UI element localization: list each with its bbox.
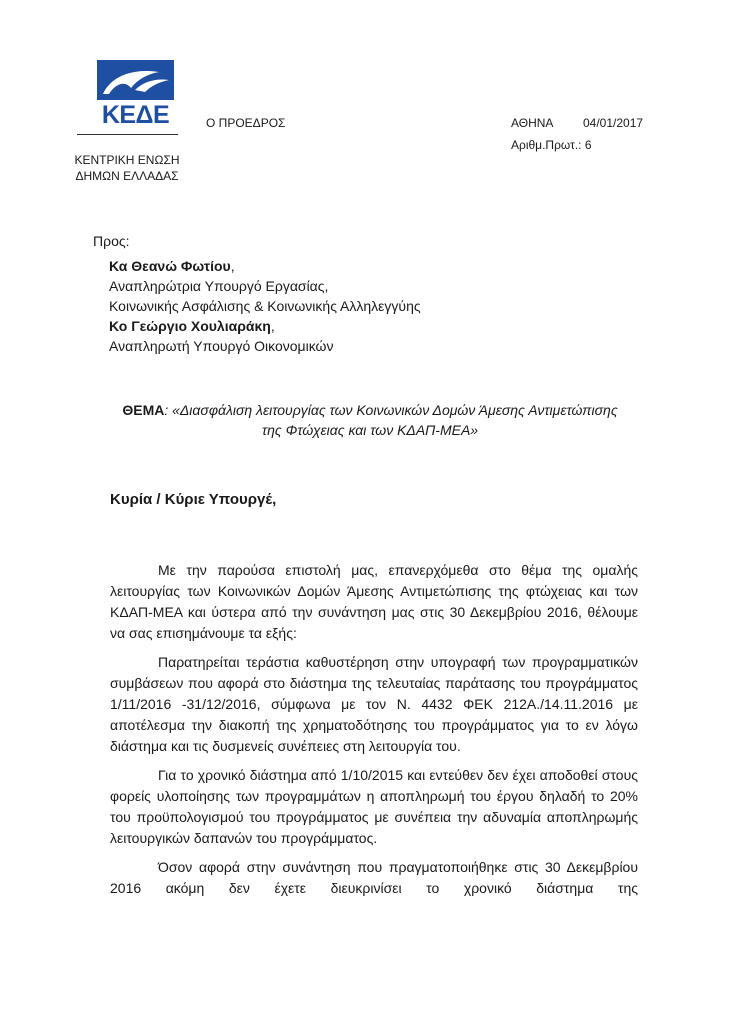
recipients-label: Προς: <box>93 233 130 249</box>
subject-label: ΘΕΜΑ <box>122 402 165 418</box>
subject-text-2: της Φτώχειας και των ΚΔΑΠ-ΜΕΑ» <box>261 422 479 438</box>
logo-text: ΚΕΔΕ <box>101 101 170 126</box>
recipient-title: Αναπληρωτή Υπουργό Οικονομικών <box>109 338 334 354</box>
city: ΑΘΗΝΑ <box>511 116 554 130</box>
salutation: Κυρία / Κύριε Υπουργέ, <box>110 491 277 508</box>
letterhead-divider <box>77 134 178 135</box>
body-paragraph: Όσον αφορά στην συνάντηση που πραγματοποιήθηκε στις 30 Δεκεμβρίου 2016 ακόμη δεν έχετε διευκρινίσει το χρονικό διάστημα της <box>110 859 638 896</box>
subject-line-1 <box>60 400 680 420</box>
body-paragraph: Για το χρονικό διάστημα από 1/10/2015 και εντεύθεν δεν έχει αποδοθεί στους φορείς υλοποίησης των προγραμμάτων η αποπληρωμή του έργου δηλαδή το 20% του προϋπολογισμού του προγράμματος με συνέπεια την αδυναμία αποπληρωμής λειτουργικών δαπανών του προγράμματος. <box>110 767 638 846</box>
recipient-title: Αναπληρώτρια Υπουργό Εργασίας, <box>109 278 329 294</box>
recipient-title: Κοινωνικής Ασφάλισης & Κοινωνικής Αλληλεγγύης <box>109 298 421 314</box>
recipient-name: Κο Γεώργιο Χουλιαράκη, <box>109 318 275 334</box>
body-paragraph: Με την παρούσα επιστολή μας, επανερχόμεθα στο θέμα της ομαλής λειτουργίας των Κοινωνικών Δομών Άμεσης Αντιμετώπισης της φτώχειας και των ΚΔΑΠ-ΜΕΑ και ύστερα από την συνάντηση μας στις 30 Δεκεμβρίου 2016, θέλουμε να σας επισημάνουμε τα εξής: <box>110 562 638 641</box>
subject-text-1: : «Διασφάλιση λειτουργίας των Κοινωνικών Δομών Άμεσης Αντιμετώπισης <box>164 402 618 418</box>
org-line-1: ΚΕΝΤΡΙΚΗ ΕΝΩΣΗ <box>74 153 180 167</box>
protocol-number: Αριθμ.Πρωτ.: 6 <box>511 138 592 152</box>
president-title: Ο ΠΡΟΕΔΡΟΣ <box>206 116 286 130</box>
kede-logo-graphic <box>97 60 174 126</box>
organization-name <box>60 152 194 184</box>
org-line-2: ΔΗΜΩΝ ΕΛΛΑΔΑΣ <box>75 169 179 183</box>
recipient-name: Κα Θεανώ Φωτίου, <box>109 258 235 274</box>
date: 04/01/2017 <box>583 116 644 130</box>
body-paragraph: Παρατηρείται τεράστια καθυστέρηση στην υπογραφή των προγραμματικών συμβάσεων που αφορά στο διάστημα της τελευταίας παράτασης του προγράμματος 1/11/2016 -31/12/2016, σύμφωνα με τον Ν. 4432 ΦΕΚ 212Α./14.11.2016 με αποτέλεσμα την διακοπή της χρηματοδότησης του προγράμματος για το εν λόγω διάστημα και τις δυσμενείς συνέπειες στη λειτουργία του. <box>110 654 638 754</box>
subject <box>60 400 680 440</box>
letter-body <box>110 560 638 907</box>
kede-logo <box>97 60 174 126</box>
recipients-block <box>109 256 421 356</box>
